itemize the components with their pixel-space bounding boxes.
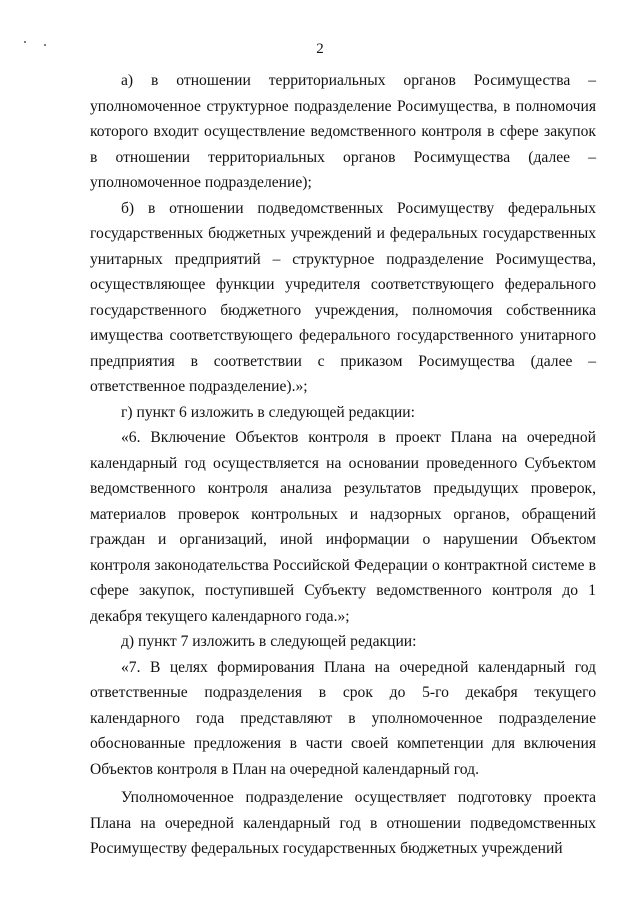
paragraph-g: г) пункт 6 изложить в следующей редакции: bbox=[121, 403, 415, 421]
page-number: 2 bbox=[316, 41, 324, 57]
paragraph-b: б) в отношении подведомственных Росимуществу федеральных государственных бюджетных учреждений и федеральных государственных унитарных предприятий – структурное подразделение Росимущества, осуществляющее функции учредителя соответствующего федерального государственного бюджетного учреждения, полномочия собственника имущества соответствующего федерального государственного унитарного предприятия в соответствии с приказом Росимущества (далее – ответственное подразделение).»; bbox=[90, 199, 596, 395]
paragraph-item-6: «6. Включение Объектов контроля в проект Плана на очередной календарный год осуществляется на основании проведенного Субъектом ведомственного контроля анализа результатов предыдущих проверок, материалов проверок контрольных и надзорных органов, обращений граждан и организаций, иной информации о нарушении Объектом контроля законодательства Российской Федерации о контрактной системе в сфере закупок, поступившей Субъекту ведомственного контроля до 1 декабря текущего календарного года.»; bbox=[90, 429, 596, 625]
paragraph-a: а) в отношении территориальных органов Росимущества – уполномоченное структурное подразделение Росимущества, в полномочия которого входит осуществление ведомственного контроля в сфере закупок в отношении территориальных органов Росимущества (далее – уполномоченное подразделение); bbox=[90, 72, 596, 191]
paragraph-item-7: «7. В целях формирования Плана на очередной календарный год ответственные подразделения в срок до 5-го декабря текущего календарного года представляют в уполномоченное подразделение обоснованные предложения в части своей компетенции для включения Объектов контроля в План на очередной календарный год. bbox=[90, 658, 596, 778]
paragraph-authorized-unit: Уполномоченное подразделение осуществляет подготовку проекта Плана на очередной календарный год в отношении подведомственных Росимуществу федеральных государственных бюджетных учреждений bbox=[90, 789, 596, 857]
document-body bbox=[90, 68, 596, 862]
paragraph-d: д) пункт 7 изложить в следующей редакции: bbox=[121, 633, 417, 650]
